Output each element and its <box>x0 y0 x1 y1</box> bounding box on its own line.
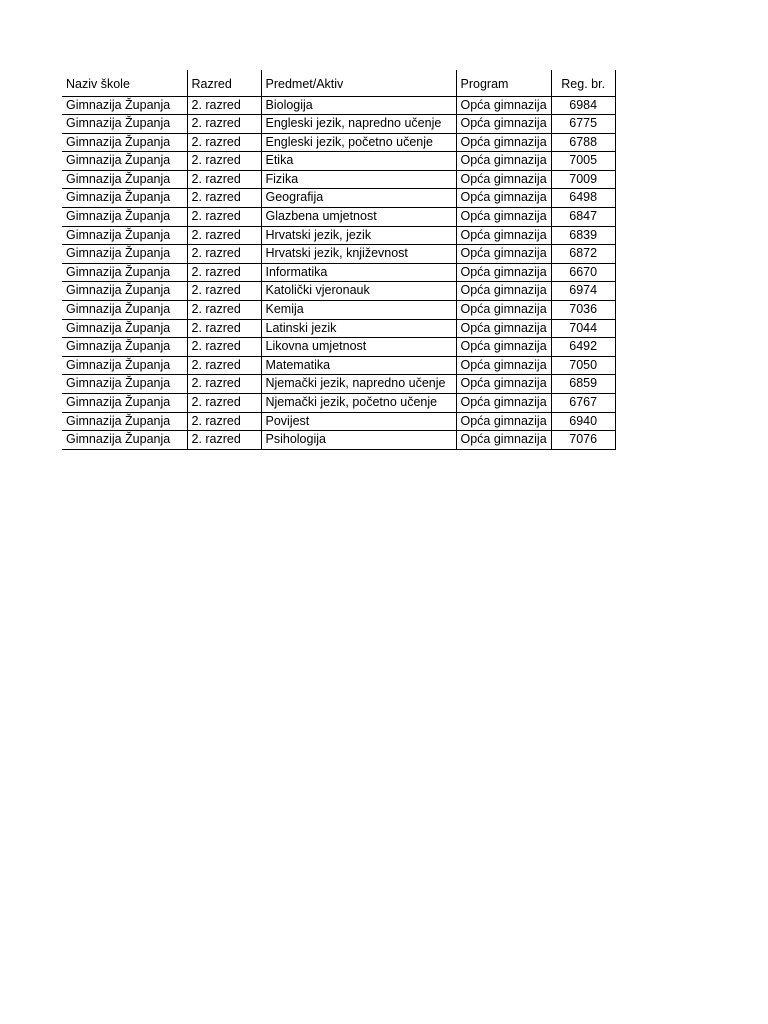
cell-grade: 2. razred <box>187 412 261 431</box>
schools-table <box>62 70 616 450</box>
cell-school: Gimnazija Županja <box>62 208 187 227</box>
cell-reg: 7009 <box>551 170 615 189</box>
cell-reg: 6872 <box>551 245 615 264</box>
cell-reg: 6839 <box>551 226 615 245</box>
cell-reg: 7044 <box>551 319 615 338</box>
cell-subject: Kemija <box>261 301 456 320</box>
header-program: Program <box>456 70 551 96</box>
cell-school: Gimnazija Županja <box>62 152 187 171</box>
cell-school: Gimnazija Županja <box>62 431 187 450</box>
cell-subject: Informatika <box>261 263 456 282</box>
header-subject: Predmet/Aktiv <box>261 70 456 96</box>
table-row <box>62 133 615 152</box>
cell-program: Opća gimnazija <box>456 208 551 227</box>
cell-grade: 2. razred <box>187 431 261 450</box>
cell-reg: 7005 <box>551 152 615 171</box>
cell-school: Gimnazija Županja <box>62 115 187 134</box>
cell-grade: 2. razred <box>187 170 261 189</box>
cell-subject: Engleski jezik, napredno učenje <box>261 115 456 134</box>
cell-program: Opća gimnazija <box>456 189 551 208</box>
cell-grade: 2. razred <box>187 152 261 171</box>
cell-school: Gimnazija Županja <box>62 226 187 245</box>
cell-grade: 2. razred <box>187 208 261 227</box>
cell-school: Gimnazija Županja <box>62 170 187 189</box>
cell-reg: 6498 <box>551 189 615 208</box>
table-row <box>62 189 615 208</box>
cell-program: Opća gimnazija <box>456 356 551 375</box>
cell-school: Gimnazija Županja <box>62 375 187 394</box>
cell-subject: Engleski jezik, početno učenje <box>261 133 456 152</box>
cell-subject: Katolički vjeronauk <box>261 282 456 301</box>
cell-program: Opća gimnazija <box>456 115 551 134</box>
cell-subject: Etika <box>261 152 456 171</box>
cell-grade: 2. razred <box>187 226 261 245</box>
cell-school: Gimnazija Županja <box>62 282 187 301</box>
cell-reg: 6492 <box>551 338 615 357</box>
header-reg: Reg. br. <box>551 70 615 96</box>
cell-school: Gimnazija Županja <box>62 263 187 282</box>
cell-subject: Matematika <box>261 356 456 375</box>
cell-reg: 6859 <box>551 375 615 394</box>
cell-reg: 6847 <box>551 208 615 227</box>
cell-school: Gimnazija Županja <box>62 356 187 375</box>
table-row <box>62 96 615 115</box>
cell-program: Opća gimnazija <box>456 319 551 338</box>
cell-school: Gimnazija Županja <box>62 133 187 152</box>
cell-grade: 2. razred <box>187 96 261 115</box>
cell-grade: 2. razred <box>187 133 261 152</box>
cell-school: Gimnazija Županja <box>62 96 187 115</box>
table-row <box>62 115 615 134</box>
spreadsheet-page <box>62 70 616 450</box>
cell-grade: 2. razred <box>187 375 261 394</box>
cell-reg: 6788 <box>551 133 615 152</box>
header-row <box>62 70 615 96</box>
cell-school: Gimnazija Županja <box>62 189 187 208</box>
table-row <box>62 245 615 264</box>
cell-grade: 2. razred <box>187 394 261 413</box>
table-row <box>62 208 615 227</box>
cell-subject: Povijest <box>261 412 456 431</box>
cell-school: Gimnazija Županja <box>62 301 187 320</box>
cell-school: Gimnazija Županja <box>62 319 187 338</box>
cell-program: Opća gimnazija <box>456 394 551 413</box>
cell-program: Opća gimnazija <box>456 338 551 357</box>
table-row <box>62 338 615 357</box>
cell-reg: 7036 <box>551 301 615 320</box>
header-school: Naziv škole <box>62 70 187 96</box>
table-row <box>62 375 615 394</box>
cell-reg: 6940 <box>551 412 615 431</box>
table-row <box>62 394 615 413</box>
table-row <box>62 226 615 245</box>
cell-grade: 2. razred <box>187 319 261 338</box>
cell-subject: Geografija <box>261 189 456 208</box>
cell-reg: 7076 <box>551 431 615 450</box>
cell-subject: Fizika <box>261 170 456 189</box>
table-row <box>62 319 615 338</box>
cell-subject: Njemački jezik, početno učenje <box>261 394 456 413</box>
cell-program: Opća gimnazija <box>456 301 551 320</box>
cell-subject: Likovna umjetnost <box>261 338 456 357</box>
cell-grade: 2. razred <box>187 338 261 357</box>
cell-subject: Latinski jezik <box>261 319 456 338</box>
table-row <box>62 356 615 375</box>
cell-program: Opća gimnazija <box>456 133 551 152</box>
cell-program: Opća gimnazija <box>456 96 551 115</box>
cell-program: Opća gimnazija <box>456 263 551 282</box>
cell-reg: 6775 <box>551 115 615 134</box>
table-row <box>62 301 615 320</box>
cell-program: Opća gimnazija <box>456 245 551 264</box>
table-body <box>62 96 615 449</box>
cell-program: Opća gimnazija <box>456 152 551 171</box>
header-grade: Razred <box>187 70 261 96</box>
cell-program: Opća gimnazija <box>456 226 551 245</box>
cell-program: Opća gimnazija <box>456 282 551 301</box>
cell-grade: 2. razred <box>187 301 261 320</box>
cell-program: Opća gimnazija <box>456 412 551 431</box>
table-row <box>62 431 615 450</box>
cell-program: Opća gimnazija <box>456 431 551 450</box>
cell-grade: 2. razred <box>187 282 261 301</box>
cell-program: Opća gimnazija <box>456 170 551 189</box>
cell-reg: 6767 <box>551 394 615 413</box>
cell-school: Gimnazija Županja <box>62 394 187 413</box>
table-row <box>62 170 615 189</box>
cell-subject: Njemački jezik, napredno učenje <box>261 375 456 394</box>
table-row <box>62 412 615 431</box>
cell-grade: 2. razred <box>187 263 261 282</box>
table-row <box>62 282 615 301</box>
cell-reg: 6670 <box>551 263 615 282</box>
cell-reg: 6984 <box>551 96 615 115</box>
cell-subject: Hrvatski jezik, jezik <box>261 226 456 245</box>
cell-subject: Glazbena umjetnost <box>261 208 456 227</box>
cell-grade: 2. razred <box>187 115 261 134</box>
cell-program: Opća gimnazija <box>456 375 551 394</box>
cell-subject: Hrvatski jezik, književnost <box>261 245 456 264</box>
cell-school: Gimnazija Županja <box>62 412 187 431</box>
cell-grade: 2. razred <box>187 245 261 264</box>
cell-grade: 2. razred <box>187 189 261 208</box>
table-row <box>62 152 615 171</box>
cell-school: Gimnazija Županja <box>62 338 187 357</box>
cell-subject: Biologija <box>261 96 456 115</box>
cell-school: Gimnazija Županja <box>62 245 187 264</box>
cell-reg: 7050 <box>551 356 615 375</box>
table-row <box>62 263 615 282</box>
cell-reg: 6974 <box>551 282 615 301</box>
cell-grade: 2. razred <box>187 356 261 375</box>
cell-subject: Psihologija <box>261 431 456 450</box>
